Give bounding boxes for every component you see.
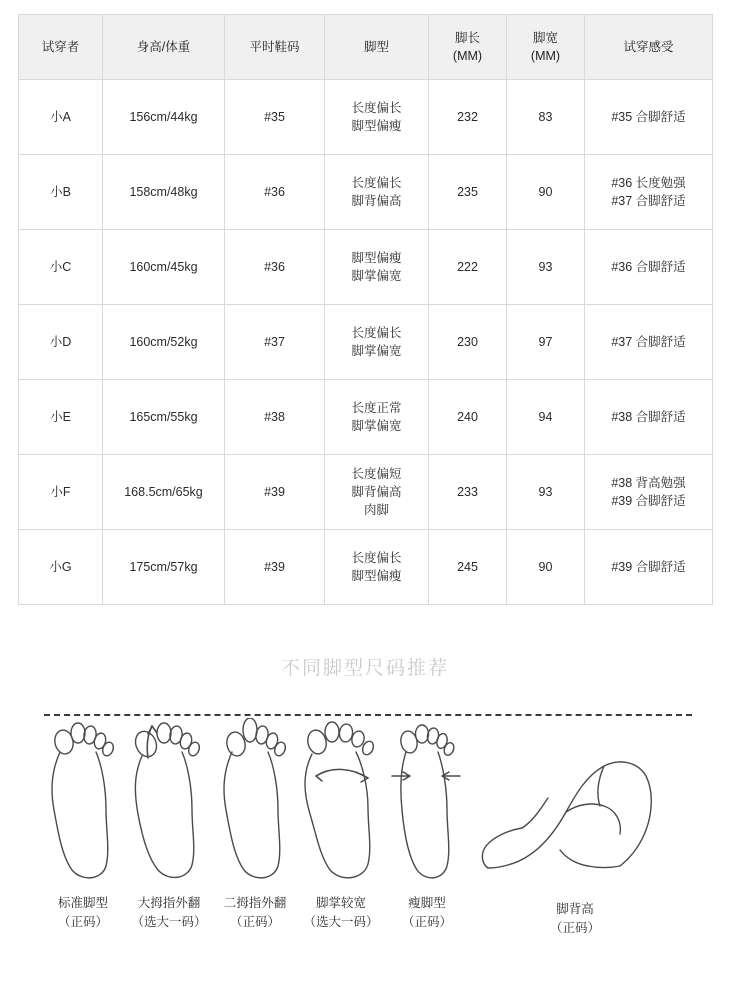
- foot-diagram-wide: [298, 718, 384, 933]
- feedback-line: #36 合脚舒适: [611, 259, 686, 274]
- cell-body: 168.5cm/65kg: [103, 455, 225, 530]
- foot-caption: [470, 900, 680, 939]
- foot-type-line: 脚型偏瘦: [351, 250, 402, 265]
- cell-usual-size: #36: [225, 230, 325, 305]
- table-row: [19, 530, 713, 605]
- column-header-label: 脚宽: [532, 30, 558, 45]
- bunion-foot-icon: [126, 718, 212, 888]
- cell-foot-length: 245: [429, 530, 507, 605]
- cell-usual-size: #38: [225, 380, 325, 455]
- column-header-label: 脚长: [454, 30, 480, 45]
- foot-type-line: 脚背偏高: [351, 194, 402, 208]
- cell-tester: 小E: [19, 380, 103, 455]
- foot-diagram-narrow: [384, 718, 470, 933]
- table-row: [19, 455, 713, 530]
- foot-diagram-second-toe: [212, 718, 298, 933]
- foot-name: 二拇指外翻: [223, 896, 287, 910]
- foot-type-line: 长度偏长: [351, 100, 402, 115]
- foot-type-line: 长度偏长: [351, 550, 402, 565]
- cell-feedback: [585, 305, 713, 380]
- cell-feedback: [585, 380, 713, 455]
- size-chart-table: [18, 14, 713, 605]
- cell-foot-type: [325, 305, 429, 380]
- cell-tester: 小A: [19, 80, 103, 155]
- foot-type-line: 长度偏短: [351, 466, 402, 481]
- alignment-dashed-line: [44, 714, 692, 716]
- feedback-line: #39 合脚舒适: [611, 559, 686, 574]
- foot-caption: [298, 894, 384, 933]
- cell-usual-size: #37: [225, 305, 325, 380]
- cell-body: 160cm/52kg: [103, 305, 225, 380]
- foot-type-line: 脚型偏瘦: [351, 119, 402, 133]
- cell-foot-length: 235: [429, 155, 507, 230]
- cell-foot-length: 240: [429, 380, 507, 455]
- foot-advice: （正码）: [57, 915, 108, 930]
- foot-name: 脚背高: [556, 902, 594, 916]
- foot-advice: （正码）: [229, 915, 280, 930]
- table-row: [19, 380, 713, 455]
- foot-diagram-bunion: [126, 718, 212, 933]
- feedback-line: #38 合脚舒适: [611, 409, 686, 424]
- column-header-tester: [19, 15, 103, 80]
- feedback-line: #37 合脚舒适: [611, 194, 686, 208]
- column-header-unit: (MM): [452, 49, 483, 63]
- foot-type-line: 脚掌偏宽: [351, 344, 402, 358]
- feedback-line: #37 合脚舒适: [611, 334, 686, 349]
- cell-body: 175cm/57kg: [103, 530, 225, 605]
- cell-foot-type: [325, 380, 429, 455]
- cell-foot-length: 222: [429, 230, 507, 305]
- cell-foot-length: 233: [429, 455, 507, 530]
- foot-name: 脚掌较宽: [315, 896, 366, 910]
- section-title: 不同脚型尺码推荐: [280, 658, 449, 679]
- cell-tester: 小G: [19, 530, 103, 605]
- cell-foot-width: 93: [507, 230, 585, 305]
- column-header-usual-size: [225, 15, 325, 80]
- cell-foot-type: [325, 80, 429, 155]
- foot-caption: [40, 894, 126, 933]
- feedback-line: #39 合脚舒适: [611, 494, 686, 508]
- foot-diagram-row: [0, 718, 730, 936]
- cell-foot-length: 232: [429, 80, 507, 155]
- foot-diagram-high-instep: [470, 718, 680, 936]
- cell-foot-width: 93: [507, 455, 585, 530]
- cell-feedback: [585, 155, 713, 230]
- table-row: [19, 80, 713, 155]
- foot-type-line: 脚掌偏宽: [351, 419, 402, 433]
- foot-advice: （正码）: [549, 921, 600, 936]
- column-header-label: 平时鞋码: [249, 39, 300, 54]
- table-row: [19, 155, 713, 230]
- cell-feedback: [585, 80, 713, 155]
- cell-foot-width: 97: [507, 305, 585, 380]
- cell-feedback: [585, 230, 713, 305]
- cell-usual-size: #35: [225, 80, 325, 155]
- cell-foot-width: 90: [507, 530, 585, 605]
- cell-foot-type: [325, 155, 429, 230]
- foot-type-line: 脚掌偏宽: [351, 269, 402, 283]
- foot-advice: （正码）: [401, 915, 452, 930]
- feedback-line: #36 长度勉强: [611, 175, 686, 190]
- table-header-row: [19, 15, 713, 80]
- foot-caption: [212, 894, 298, 933]
- foot-type-line: 脚型偏瘦: [351, 569, 402, 583]
- foot-type-line: 长度偏长: [351, 175, 402, 190]
- table-header: [19, 15, 713, 80]
- column-header-foot-width: [507, 15, 585, 80]
- foot-advice: （选大一码）: [131, 915, 207, 930]
- cell-foot-type: [325, 230, 429, 305]
- feedback-line: #38 背高勉强: [611, 475, 686, 490]
- cell-foot-type: [325, 530, 429, 605]
- foot-type-line: 长度正常: [351, 400, 402, 415]
- standard-foot-icon: [40, 718, 126, 888]
- cell-usual-size: #39: [225, 455, 325, 530]
- foot-type-line: 肉脚: [363, 503, 389, 518]
- foot-type-diagram-section: [0, 704, 730, 1004]
- cell-body: 158cm/48kg: [103, 155, 225, 230]
- column-header-label: 身高/体重: [136, 39, 191, 54]
- column-header-foot-length: [429, 15, 507, 80]
- column-header-foot-type: [325, 15, 429, 80]
- cell-body: 156cm/44kg: [103, 80, 225, 155]
- foot-caption: [384, 894, 470, 933]
- feedback-line: #35 合脚舒适: [611, 109, 686, 124]
- cell-tester: 小C: [19, 230, 103, 305]
- cell-foot-length: 230: [429, 305, 507, 380]
- foot-name: 瘦脚型: [408, 896, 446, 910]
- cell-foot-width: 83: [507, 80, 585, 155]
- high-instep-foot-icon: [470, 718, 680, 888]
- cell-foot-width: 94: [507, 380, 585, 455]
- cell-body: 165cm/55kg: [103, 380, 225, 455]
- cell-body: 160cm/45kg: [103, 230, 225, 305]
- foot-caption: [126, 894, 212, 933]
- foot-diagram-standard: [40, 718, 126, 933]
- column-header-label: 试穿感受: [623, 39, 674, 54]
- wide-foot-icon: [298, 718, 384, 888]
- column-header-feedback: [585, 15, 713, 80]
- foot-advice: （选大一码）: [303, 915, 379, 930]
- table-row: [19, 230, 713, 305]
- cell-foot-width: 90: [507, 155, 585, 230]
- column-header-label: 试穿者: [41, 39, 80, 54]
- table-body: [19, 80, 713, 605]
- cell-foot-type: [325, 455, 429, 530]
- cell-tester: 小F: [19, 455, 103, 530]
- cell-usual-size: #36: [225, 155, 325, 230]
- cell-tester: 小B: [19, 155, 103, 230]
- column-header-label: 脚型: [363, 39, 389, 54]
- narrow-foot-icon: [384, 718, 470, 888]
- foot-type-line: 脚背偏高: [351, 484, 402, 499]
- table-row: [19, 305, 713, 380]
- column-header-unit: (MM): [530, 49, 561, 63]
- foot-type-line: 长度偏长: [351, 325, 402, 340]
- foot-name: 标准脚型: [57, 896, 108, 910]
- second-toe-foot-icon: [212, 718, 298, 888]
- cell-usual-size: #39: [225, 530, 325, 605]
- cell-tester: 小D: [19, 305, 103, 380]
- cell-feedback: [585, 530, 713, 605]
- cell-feedback: [585, 455, 713, 530]
- foot-name: 大拇指外翻: [137, 896, 201, 910]
- column-header-body: [103, 15, 225, 80]
